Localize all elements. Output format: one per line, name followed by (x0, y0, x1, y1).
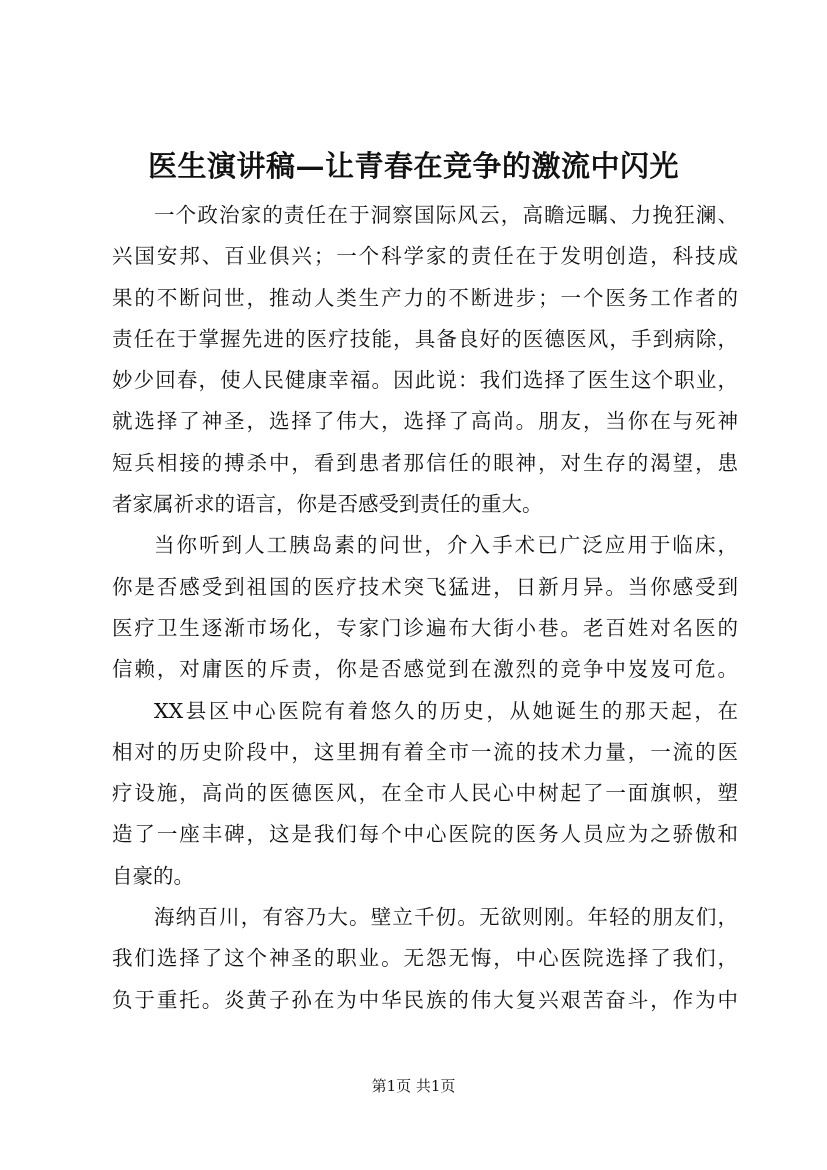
paragraph-2 (112, 525, 738, 690)
paragraph-line: 责任在于掌握先进的医疗技能，具备良好的医德医风，手到病除， (112, 326, 738, 351)
paragraph-line: XX县区中心医院有着悠久的历史，从她诞生的那天起，在 (154, 698, 738, 723)
paragraph-4 (112, 897, 738, 1021)
paragraph-line: 海纳百川，有容乃大。壁立千仞。无欲则刚。年轻的朋友们， (154, 905, 738, 930)
paragraph-line: 疗设施，高尚的医德医风，在全市人民心中树起了一面旗帜，塑 (112, 781, 738, 806)
paragraph-line: 造了一座丰碑，这是我们每个中心医院的医务人员应为之骄傲和 (112, 822, 738, 847)
paragraph-line: 你是否感受到祖国的医疗技术突飞猛进，日新月异。当你感受到 (112, 574, 738, 599)
paragraph-line: 自豪的。 (112, 863, 194, 888)
paragraph-line: 相对的历史阶段中，这里拥有着全市一流的技术力量，一流的医 (112, 739, 738, 764)
paragraph-line: 负于重托。炎黄子孙在为中华民族的伟大复兴艰苦奋斗，作为中 (112, 987, 738, 1012)
paragraph-line: 妙少回春，使人民健康幸福。因此说：我们选择了医生这个职业， (112, 368, 738, 393)
document-title: 医生演讲稿—让青春在竞争的激流中闪光 (147, 149, 679, 183)
paragraph-line: 当你听到人工胰岛素的问世，介入手术已广泛应用于临床， (154, 533, 738, 558)
paragraph-line: 信赖，对庸医的斥责，你是否感觉到在激烈的竞争中岌岌可危。 (112, 657, 738, 682)
paragraph-1 (112, 195, 738, 525)
page-number-footer: 第1页 共1页 (371, 1077, 456, 1095)
paragraph-line: 一个政治家的责任在于洞察国际风云，高瞻远瞩、力挽狂澜、 (154, 203, 738, 227)
document-body (112, 195, 738, 1021)
paragraph-line: 果的不断问世，推动人类生产力的不断进步；一个医务工作者的 (112, 285, 738, 310)
paragraph-line: 医疗卫生逐渐市场化，专家门诊遍布大街小巷。老百姓对名医的 (112, 615, 738, 640)
paragraph-line: 短兵相接的搏杀中，看到患者那信任的眼神，对生存的渴望，患 (112, 450, 738, 475)
paragraph-line: 者家属祈求的语言，你是否感受到责任的重大。 (112, 492, 543, 517)
paragraph-line: 就选择了神圣，选择了伟大，选择了高尚。朋友，当你在与死神 (112, 409, 738, 434)
paragraph-line: 我们选择了这个神圣的职业。无怨无悔，中心医院选择了我们， (112, 946, 738, 971)
paragraph-line: 兴国安邦、百业俱兴；一个科学家的责任在于发明创造，科技成 (112, 244, 738, 269)
paragraph-3 (112, 691, 738, 897)
